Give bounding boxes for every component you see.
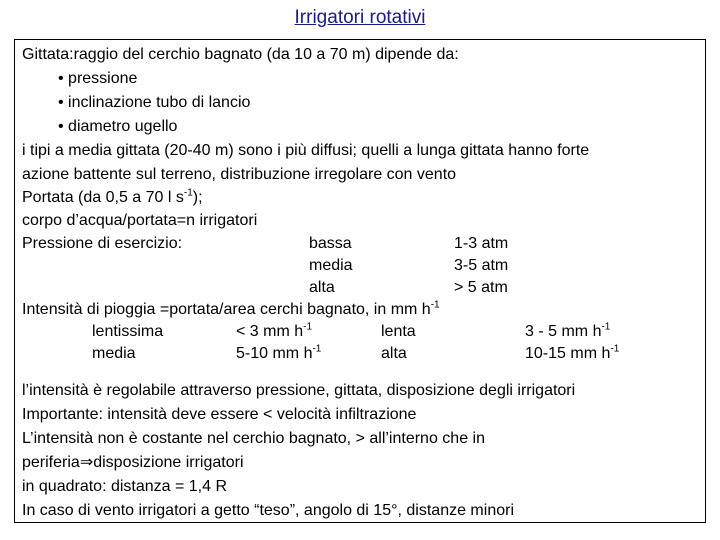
portata-close: );: [192, 189, 203, 206]
page-title: Irrigatori rotativi: [294, 7, 426, 28]
intensita-line: [22, 300, 440, 320]
portata-text: Portata (da 0,5 a 70 l s: [22, 189, 184, 206]
unit-exponent: -1: [430, 299, 440, 311]
pressione-value: 3-5 atm: [454, 257, 509, 274]
unit-exponent: -1: [610, 343, 620, 355]
unit-exponent: -1: [303, 321, 313, 333]
non-costante-line: L’intensità non è costante nel cerchio bagnato, > all’interno che in: [22, 430, 485, 447]
pressione-value: 1-3 atm: [454, 235, 509, 252]
periferia-text: periferia: [22, 454, 80, 471]
bullet-ugello: • diametro ugello: [58, 118, 178, 135]
unit-exponent: -1: [312, 343, 322, 355]
pressione-level: alta: [309, 279, 335, 296]
intensita-value: 3 - 5 mm $h^{-1}$: [525, 321, 611, 340]
intensita-value: 5-10 mm $h^{-1}$: [236, 343, 322, 362]
intensita-text: Intensità di pioggia =portata/area cerchi bagnato, in mm h: [22, 301, 431, 318]
portata-line: [22, 188, 203, 208]
intensita-class: lentissima: [92, 323, 164, 340]
disposizione-text: disposizione irrigatori: [93, 454, 244, 471]
pressione-label: Pressione di esercizio:: [22, 235, 183, 252]
bullet-pressione: • pressione: [58, 70, 138, 87]
intensita-value: < 3 mm $h^{-1}$: [236, 321, 313, 340]
tipi-line-2: azione battente sul terreno, distribuzione irregolare con vento: [22, 166, 457, 183]
intensita-class: media: [92, 345, 136, 362]
periferia-line: [22, 453, 244, 473]
pressione-level: bassa: [309, 235, 352, 252]
corpo-line: corpo d’acqua/portata=n irrigatori: [22, 212, 258, 229]
pressione-level: media: [309, 257, 353, 274]
regolabile-line: l’intensità è regolabile attraverso pressione, gittata, disposizione degli irrigatori: [22, 382, 576, 399]
implies-arrow-icon: ⇒: [79, 454, 94, 471]
gittata-line: Gittata:raggio del cerchio bagnato (da 10 a 70 m) dipende da:: [22, 46, 459, 63]
importante-line: Importante: intensità deve essere < velocità infiltrazione: [22, 406, 417, 423]
bullet-inclinazione: • inclinazione tubo di lancio: [58, 94, 251, 111]
intensita-class: alta: [381, 345, 407, 362]
unit-exponent: -1: [601, 321, 611, 333]
pressione-value: > 5 atm: [454, 279, 508, 296]
intensita-value: 10-15 mm $h^{-1}$: [525, 343, 620, 362]
portata-exponent: -1: [183, 187, 193, 199]
intensita-class: lenta: [381, 323, 416, 340]
quadrato-line: in quadrato: distanza = 1,4 R: [22, 478, 228, 495]
tipi-line-1: i tipi a media gittata (20-40 m) sono i più diffusi; quelli a lunga gittata hanno forte: [22, 142, 590, 159]
vento-line: In caso di vento irrigatori a getto “teso”, angolo di 15°, distanze minori: [22, 502, 514, 519]
